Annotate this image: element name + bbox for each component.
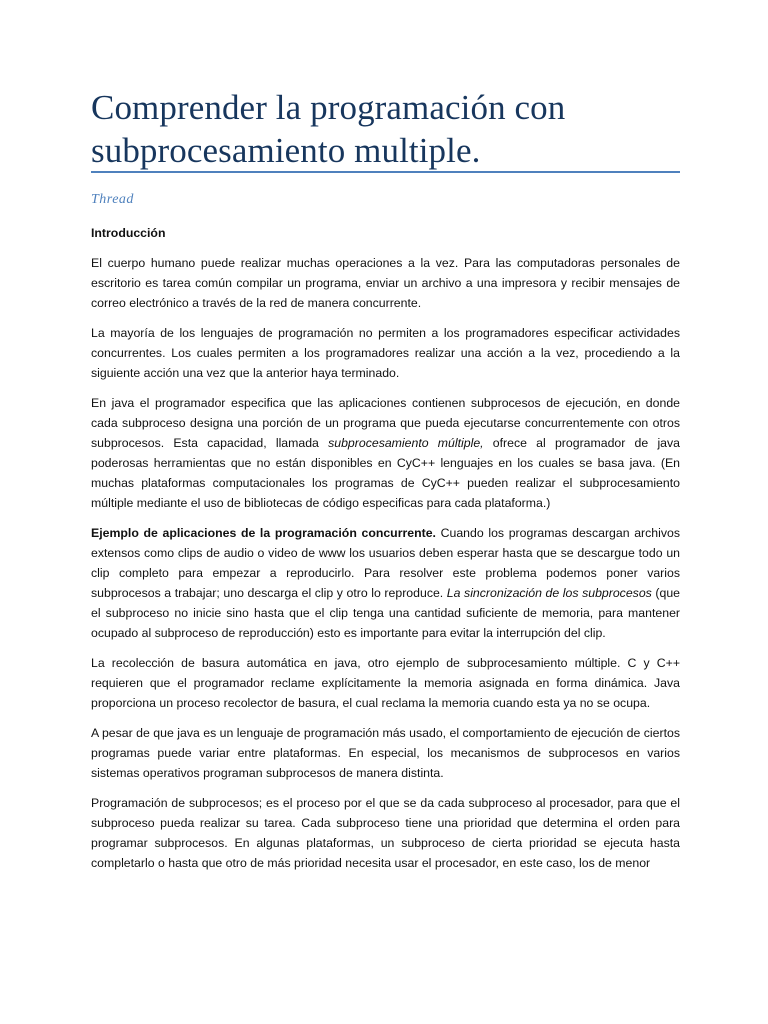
document-subtitle: Thread: [91, 192, 134, 207]
paragraph-4-text-a: Cuando los programas descargan archivos extensos como clips de audio o video de www los usuarios deben esperar hasta que se descargue todo un clip completo para empezar a reproducirlo. Para resolver este problema podemos poner varios subprocesos a trabajar; uno descarga el clip y otro lo reproduce.: [91, 526, 680, 600]
paragraph-3-text-b: ofrece al programador de java poderosas herramientas que no están disponibles en CyC++ lenguajes en los cuales se basa java. (En muchas plataformas computacionales los programas de CyC++ pueden realizar el subprocesamiento múltiple mediante el uso de bibliotecas de código especificas para cada plataforma.): [91, 436, 680, 510]
paragraph-4-italic: La sincronización de los subprocesos: [446, 586, 652, 600]
title-line-1: Comprender la programación con: [91, 88, 566, 127]
document-title: [91, 86, 691, 172]
paragraph-6: A pesar de que java es un lenguaje de programación más usado, el comportamiento de ejecución de ciertos programas puede variar entre plataformas. En especial, los mecanismos de subprocesos en varios sistemas operativos programan subprocesos de manera distinta.: [91, 726, 680, 780]
paragraph-3: [91, 393, 680, 513]
paragraph-3-text-a: En java el programador especifica que las aplicaciones contienen subprocesos de ejecución, en donde cada subproceso designa una porción de un programa que pueda ejecutarse concurrentemente con otros subprocesos. Esta capacidad, llamada: [91, 396, 680, 450]
paragraph-3-italic: subprocesamiento múltiple,: [328, 436, 484, 450]
paragraph-5: La recolección de basura automática en java, otro ejemplo de subprocesamiento múltiple. C y C++ requieren que el programador reclame explícitamente la memoria asignada en forma dinámica. Java proporciona un proceso recolector de basura, el cual reclama la memoria cuando esta ya no se ocupa.: [91, 656, 680, 710]
paragraph-4-text-b: (que el subproceso no inicie sino hasta que el clip tenga una cantidad suficiente de memoria, para mantener ocupado al subproceso de reproducción) esto es importante para evitar la interrupción del clip.: [91, 586, 680, 640]
paragraph-1: El cuerpo humano puede realizar muchas operaciones a la vez. Para las computadoras personales de escritorio es tarea común compilar un programa, enviar un archivo a una impresora y recibir mensajes de correo electrónico a través de la red de manera concurrente.: [91, 256, 680, 310]
section-heading: Introducción: [91, 226, 166, 240]
paragraph-4-bold-lead: Ejemplo de aplicaciones de la programación concurrente.: [91, 526, 436, 540]
title-line-2: subprocesamiento multiple.: [91, 131, 481, 170]
document-body: [91, 223, 680, 883]
paragraph-7: Programación de subprocesos; es el proceso por el que se da cada subproceso al procesador, para que el subproceso pueda realizar su tarea. Cada subproceso tiene una prioridad que determina el orden para programar subprocesos. En algunas plataformas, un subproceso de cierta prioridad se ejecuta hasta completarlo o hasta que otro de más prioridad necesita usar el procesador, en este caso, los de menor: [91, 796, 680, 870]
title-underline-rule: [91, 171, 680, 173]
paragraph-2: La mayoría de los lenguajes de programación no permiten a los programadores especificar actividades concurrentes. Los cuales permiten a los programadores realizar una acción a la vez, procediendo a la siguiente acción una vez que la anterior haya terminado.: [91, 326, 680, 380]
paragraph-4: [91, 523, 680, 643]
